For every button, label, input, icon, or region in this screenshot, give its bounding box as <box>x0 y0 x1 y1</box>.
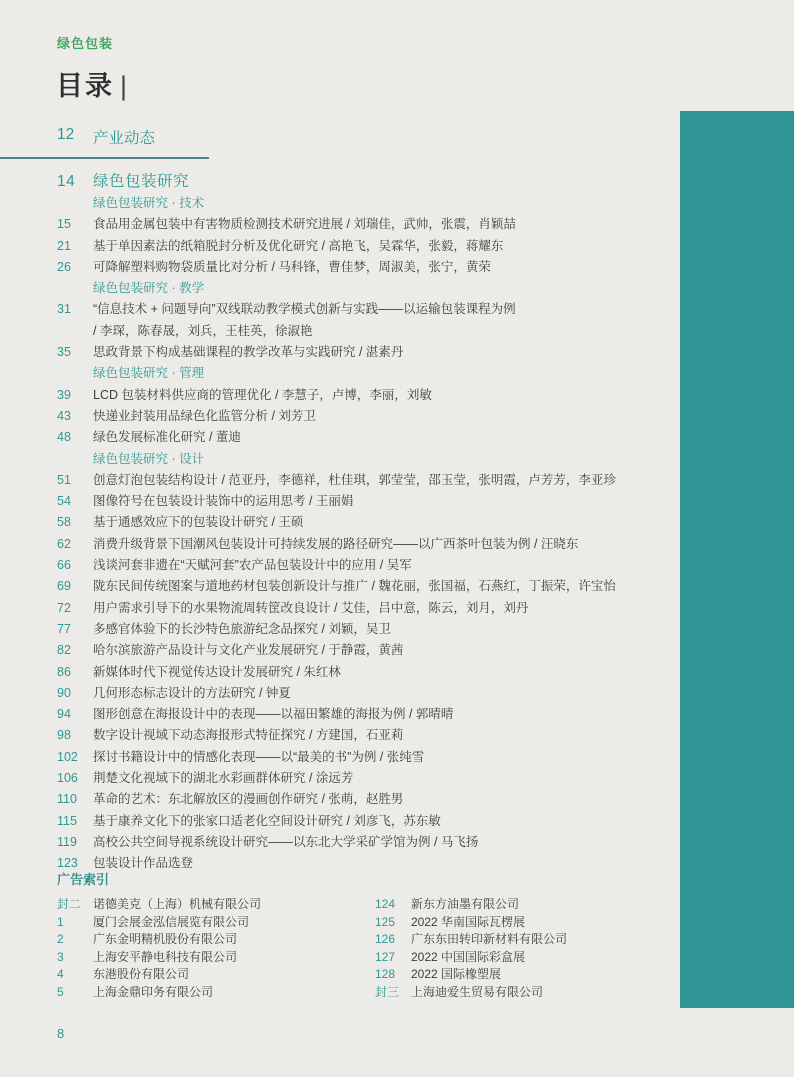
toc-item-text: 创意灯泡包装结构设计 / 范亚丹，李德祥，杜佳琪，郭莹莹，邵玉莹，张明霞，卢芳芳，李亚珍 <box>93 472 616 487</box>
toc-item-text: 哈尔滨旅游产品设计与文化产业发展研究 / 于静霞，黄茜 <box>93 643 404 658</box>
toc-item-text: 基于单因素法的纸箱脱封分析及优化研究 / 高艳飞，吴霖华，张毅，蒋耀东 <box>93 238 504 253</box>
toc-item-text: 新媒体时代下视觉传达设计发展研究 / 朱红林 <box>93 664 341 679</box>
toc-page-number: 31 <box>57 302 71 317</box>
toc-page-number: 48 <box>57 430 71 445</box>
ad-page-number: 封三 <box>375 984 400 999</box>
toc-item-text: LCD 包装材料供应商的管理优化 / 李慧子，卢博，李丽，刘敏 <box>93 387 432 402</box>
toc-page-number: 110 <box>57 792 77 807</box>
ad-index-row <box>57 984 372 1002</box>
toc-item-text: 陇东民间传统图案与道地药材包装创新设计与推广 / 魏花丽，张国福，石燕红，丁振荣，许宝怡 <box>93 579 616 594</box>
magazine-logo: 绿色包装 <box>57 36 114 51</box>
toc-entry-row <box>57 342 667 363</box>
toc-entry-row <box>57 811 667 832</box>
toc-page-number: 86 <box>57 664 71 679</box>
toc-feature-industry-news <box>57 126 155 148</box>
ad-index-row <box>375 949 667 967</box>
toc-entry-row <box>57 640 667 661</box>
toc-page-number <box>57 193 93 214</box>
ad-index-row <box>375 914 667 932</box>
toc-page-number: 82 <box>57 643 71 658</box>
toc-page-number <box>57 363 93 384</box>
page-title-text: 目录 <box>56 71 114 101</box>
ad-advertiser-name: 上海迪爱生贸易有限公司 <box>411 984 544 999</box>
page-title <box>56 64 129 103</box>
toc-subhead-row <box>57 449 667 470</box>
toc-list <box>57 170 667 875</box>
toc-page-number: 21 <box>57 238 71 253</box>
ad-page-number: 127 <box>375 949 396 964</box>
toc-entry-row <box>57 236 667 257</box>
toc-page-number: 35 <box>57 345 71 360</box>
toc-item-text: 图形创意在海报设计中的表现——以福田繁雄的海报为例 / 郭晴晴 <box>93 707 454 722</box>
toc-entry-row <box>57 768 667 789</box>
ad-index-row <box>57 966 372 984</box>
toc-subhead-row <box>57 363 667 384</box>
ad-page-number: 封二 <box>57 897 82 911</box>
toc-item-text: 食品用金属包装中有害物质检测技术研究进展 / 刘瑞佳，武帅，张震，肖颖喆 <box>93 217 516 232</box>
toc-item-text: 绿色包装研究 · 教学 <box>93 281 205 296</box>
toc-entry-row <box>57 576 667 597</box>
toc-page-number: 43 <box>57 408 71 423</box>
toc-entry-row <box>57 299 667 342</box>
toc-item-text: 绿色发展标准化研究 / 董迪 <box>93 430 241 445</box>
toc-page-number: 12 <box>57 126 75 143</box>
toc-page-number <box>57 449 93 470</box>
ad-index-row <box>375 966 667 984</box>
ad-index-title: 广告索引 <box>57 872 110 887</box>
toc-item-text: 包装设计作品选登 <box>93 856 194 871</box>
toc-item-text: 数字设计视域下动态海报形式特征探究 / 方建国，石亚莉 <box>93 728 404 743</box>
toc-item-text: 基于康养文化下的张家口适老化空间设计研究 / 刘彦飞，苏东敏 <box>93 813 441 828</box>
toc-page-number: 58 <box>57 515 71 530</box>
toc-item-text: 思政背景下构成基础课程的教学改革与实践研究 / 湛素丹 <box>93 345 404 360</box>
toc-page-number: 123 <box>57 856 78 871</box>
toc-subhead-row <box>57 193 667 214</box>
ad-advertiser-name: 诺德美克（上海）机械有限公司 <box>93 897 262 911</box>
ad-advertiser-name: 广东金明精机股份有限公司 <box>93 932 238 947</box>
toc-entry-row <box>57 683 667 704</box>
toc-page-number: 98 <box>57 728 71 743</box>
toc-entry-row <box>57 747 667 768</box>
toc-feature-row <box>57 170 667 193</box>
ad-advertiser-name: 上海金鼎印务有限公司 <box>93 984 214 999</box>
toc-item-text: 图像符号在包装设计装饰中的运用思考 / 王丽娟 <box>93 494 354 509</box>
toc-feature-title: 产业动态 <box>93 130 156 147</box>
toc-entry-row <box>57 789 667 810</box>
toc-page-number: 26 <box>57 259 71 274</box>
ad-advertiser-name: 上海安平静电科技有限公司 <box>93 949 238 964</box>
ad-page-number: 125 <box>375 914 396 929</box>
ad-index-row <box>375 896 667 914</box>
title-divider-bar: | <box>120 71 130 101</box>
toc-item-text: 几何形态标志设计的方法研究 / 钟夏 <box>93 685 291 700</box>
ad-index-left-column <box>57 896 372 1002</box>
toc-page-number: 77 <box>57 621 71 636</box>
toc-entry-row <box>57 512 667 533</box>
toc-item-text: 基于通感效应下的包装设计研究 / 王硕 <box>93 515 304 530</box>
toc-entry-row <box>57 534 667 555</box>
toc-page-number: 90 <box>57 685 71 700</box>
toc-entry-row <box>57 555 667 576</box>
ad-page-number: 3 <box>57 949 64 964</box>
toc-page-number <box>57 278 93 299</box>
toc-subhead-row <box>57 278 667 299</box>
toc-entry-row <box>57 704 667 725</box>
toc-item-text: 用户需求引导下的水果物流周转筐改良设计 / 艾佳，吕中意，陈云，刘月，刘丹 <box>93 600 529 615</box>
right-teal-sidebar <box>680 111 794 1008</box>
toc-entry-row <box>57 725 667 746</box>
toc-item-text: 多感官体验下的长沙特色旅游纪念品探究 / 刘颖，吴卫 <box>93 621 391 636</box>
ad-index-row <box>375 931 667 949</box>
toc-page-number: 66 <box>57 558 71 573</box>
ad-page-number: 1 <box>57 914 64 929</box>
ad-advertiser-name: 2022 国际橡塑展 <box>411 967 502 982</box>
ad-page-number: 5 <box>57 984 64 999</box>
toc-item-text: 革命的艺术：东北解放区的漫画创作研究 / 张萌，赵胜男 <box>93 792 404 807</box>
toc-entry-row <box>57 385 667 406</box>
toc-item-text: “信息技术 + 问题导向”双线联动教学模式创新与实践——以运输包装课程为例 / 李琛，陈春晟，刘兵，王桂英，徐淑艳 <box>93 302 516 338</box>
toc-page-number: 102 <box>57 749 78 764</box>
toc-item-text: 绿色包装研究 · 管理 <box>93 366 205 381</box>
toc-item-text: 绿色包装研究 · 技术 <box>93 196 205 210</box>
toc-entry-row <box>57 427 667 448</box>
toc-page-number: 51 <box>57 472 71 487</box>
toc-entry-row <box>57 470 667 491</box>
toc-item-text: 绿色包装研究 · 设计 <box>93 451 205 466</box>
toc-page-number: 15 <box>57 217 71 232</box>
toc-item-text: 荆楚文化视域下的湖北水彩画群体研究 / 涂远芳 <box>93 771 354 786</box>
ad-index-row <box>375 984 667 1002</box>
toc-entry-row <box>57 491 667 512</box>
toc-item-text: 浅谈河套非遗在“天赋河套”农产品包装设计中的应用 / 吴军 <box>93 558 412 573</box>
toc-item-text: 高校公共空间导视系统设计研究——以东北大学采矿学馆为例 / 马飞扬 <box>93 834 479 849</box>
ad-page-number: 124 <box>375 897 396 911</box>
ad-advertiser-name: 广东东田转印新材料有限公司 <box>411 932 568 947</box>
ad-page-number: 128 <box>375 967 396 982</box>
toc-page-number: 106 <box>57 771 78 786</box>
ad-advertiser-name: 2022 华南国际瓦楞展 <box>411 914 526 929</box>
page-number: 8 <box>57 1026 65 1041</box>
toc-item-text: 消费升级背景下国潮风包装设计可持续发展的路径研究——以广西茶叶包装为例 / 汪晓东 <box>93 536 579 551</box>
toc-item-text: 快递业封装用品绿色化监管分析 / 刘芳卫 <box>93 408 316 423</box>
toc-entry-row <box>57 662 667 683</box>
ad-index-row <box>57 914 372 932</box>
toc-page-number: 119 <box>57 834 77 849</box>
ad-index-row <box>57 949 372 967</box>
ad-page-number: 2 <box>57 932 64 947</box>
ad-page-number: 126 <box>375 932 396 947</box>
toc-entry-row <box>57 619 667 640</box>
toc-page-number: 94 <box>57 707 71 722</box>
toc-page-number: 72 <box>57 600 71 615</box>
toc-page-number: 69 <box>57 579 71 594</box>
toc-page-number: 54 <box>57 494 71 509</box>
toc-entry-row <box>57 257 667 278</box>
toc-page-number: 14 <box>57 173 76 190</box>
ad-index-section <box>57 869 667 999</box>
toc-entry-row <box>57 598 667 619</box>
ad-index-row <box>57 931 372 949</box>
section-divider-line <box>0 157 209 159</box>
toc-entry-row <box>57 214 667 235</box>
ad-advertiser-name: 东港股份有限公司 <box>93 967 190 982</box>
ad-page-number: 4 <box>57 967 64 982</box>
toc-item-text: 可降解塑料购物袋质量比对分析 / 马科锋，曹佳梦，周淑美，张宁，黄荣 <box>93 259 491 274</box>
ad-index-row <box>57 896 372 914</box>
toc-page-number: 62 <box>57 536 71 551</box>
toc-entry-row <box>57 406 667 427</box>
ad-advertiser-name: 新东方油墨有限公司 <box>411 897 520 911</box>
toc-item-text: 探讨书籍设计中的情感化表现——以“最美的书”为例 / 张纯雪 <box>93 749 425 764</box>
ad-advertiser-name: 厦门会展金泓信展览有限公司 <box>93 914 250 929</box>
toc-entry-row <box>57 832 667 853</box>
ad-index-right-column <box>375 896 667 1002</box>
toc-item-text: 绿色包装研究 <box>93 173 190 190</box>
toc-page-number: 115 <box>57 813 77 828</box>
ad-advertiser-name: 2022 中国国际彩盒展 <box>411 949 526 964</box>
toc-page-number: 39 <box>57 387 71 402</box>
